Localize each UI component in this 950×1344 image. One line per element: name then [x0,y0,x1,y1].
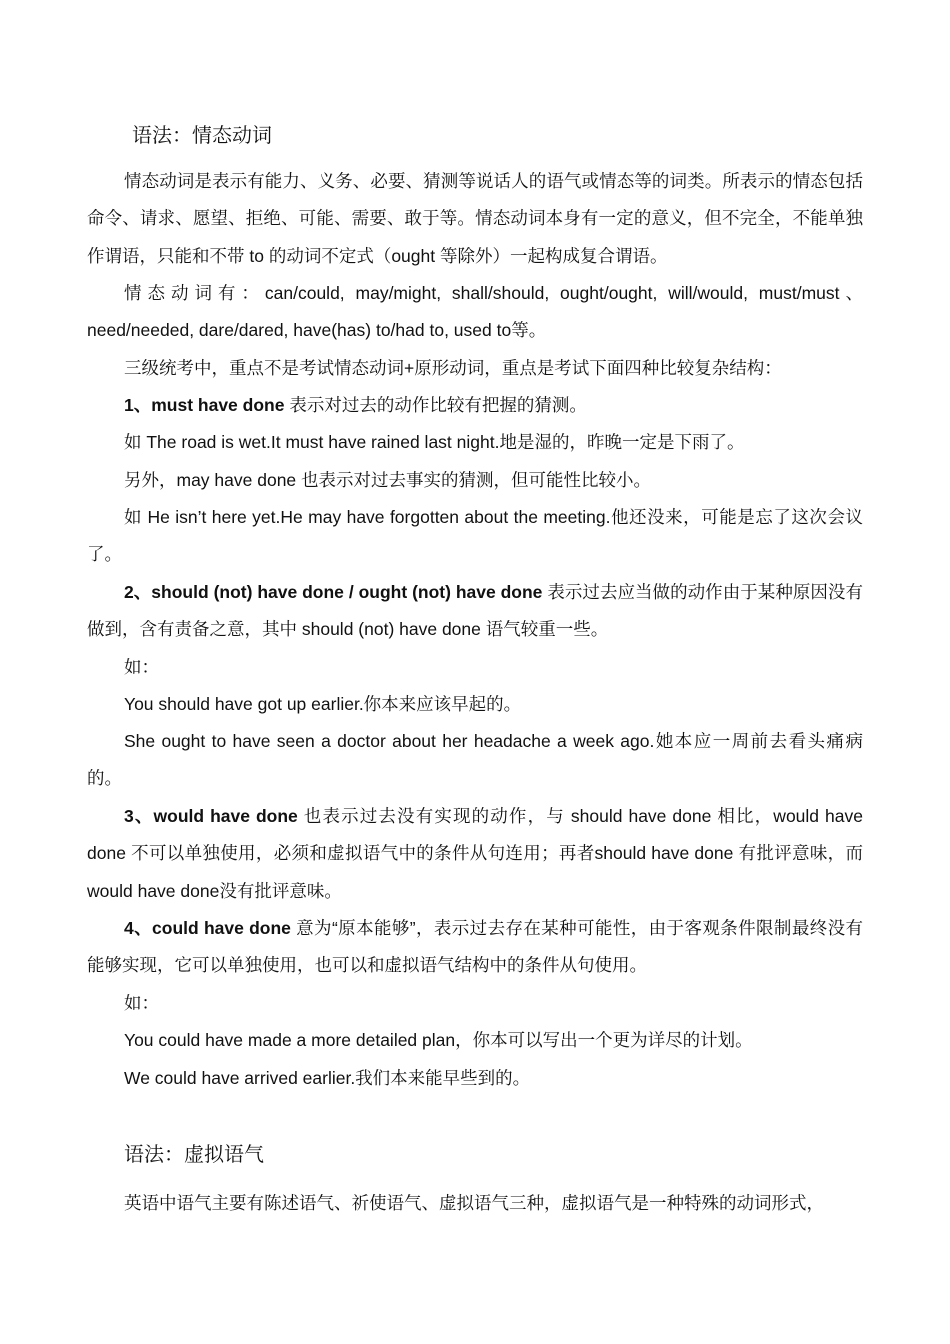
item-2-desc: 表示过去应当做的动作由于某种原因没有做到，含有责备之意，其中 should (not) have done 语气较重一些。 [87,582,863,640]
item-2 [87,574,863,649]
paragraph-focus: 三级统考中，重点不是考试情态动词+原形动词，重点是考试下面四种比较复杂结构： [124,358,782,378]
item-2-label: 2、should (not) have done / ought (not) have done [124,582,543,602]
item-3-desc: 也表示过去没有实现的动作，与 should have done 相比，would have done 不可以单独使用，必须和虚拟语气中的条件从句连用；再者should have done 有批评意味，而 would have done没有批评意味。 [87,806,863,901]
item-2-example-2: She ought to have seen a doctor about her headache a week ago.她本应一周前去看头痛病的。 [87,731,863,789]
item-1-example: 如 The road is wet.It must have rained last night.地是湿的，昨晚一定是下雨了。 [124,432,745,452]
paragraph-subjunctive-intro: 英语中语气主要有陈述语气、祈使语气、虚拟语气三种，虚拟语气是一种特殊的动词形式， [124,1193,824,1213]
item-4-desc: 意为“原本能够”，表示过去存在某种可能性，由于客观条件限制最终没有能够实现，它可以单独使用，也可以和虚拟语气结构中的条件从句使用。 [87,918,864,976]
item-2-ru: 如： [124,657,159,677]
item-1-desc: 表示对过去的动作比较有把握的猜测。 [284,395,587,415]
paragraph-modal-list: 情态动词有：can/could, may/might, shall/should, ought/ought, will/would, must/must、need/needed, dare/dared, have(has) to/had to, used to等。 [87,283,863,341]
section-heading-modal-verbs: 语法：情态动词 [132,123,272,147]
item-4-example-2: We could have arrived earlier.我们本来能早些到的。 [124,1068,531,1088]
item-1-example-2: 如 He isn’t here yet.He may have forgotten about the meeting.他还没来，可能是忘了这次会议了。 [87,507,863,565]
item-4-example-1: You could have made a more detailed plan，你本可以写出一个更为详尽的计划。 [124,1030,753,1050]
item-1 [87,387,863,424]
item-2-example-1: You should have got up earlier.你本来应该早起的。 [124,694,522,714]
item-1-label: 1、must have done [124,395,285,415]
paragraph-intro: 情态动词是表示有能力、义务、必要、猜测等说话人的语气或情态等的词类。所表示的情态包括命令、请求、愿望、拒绝、可能、需要、敢于等。情态动词本身有一定的意义，但不完全，不能单独作谓语，只能和不带 to 的动词不定式（ought 等除外）一起构成复合谓语。 [87,171,863,266]
item-4-label: 4、could have done [124,918,291,938]
item-3 [87,798,863,910]
item-3-label: 3、would have done [124,806,298,826]
item-4-ru: 如： [124,993,159,1013]
item-4 [87,910,863,985]
section-heading-subjunctive: 语法：虚拟语气 [124,1142,264,1166]
item-1-extra: 另外，may have done 也表示对过去事实的猜测，但可能性比较小。 [124,470,652,490]
